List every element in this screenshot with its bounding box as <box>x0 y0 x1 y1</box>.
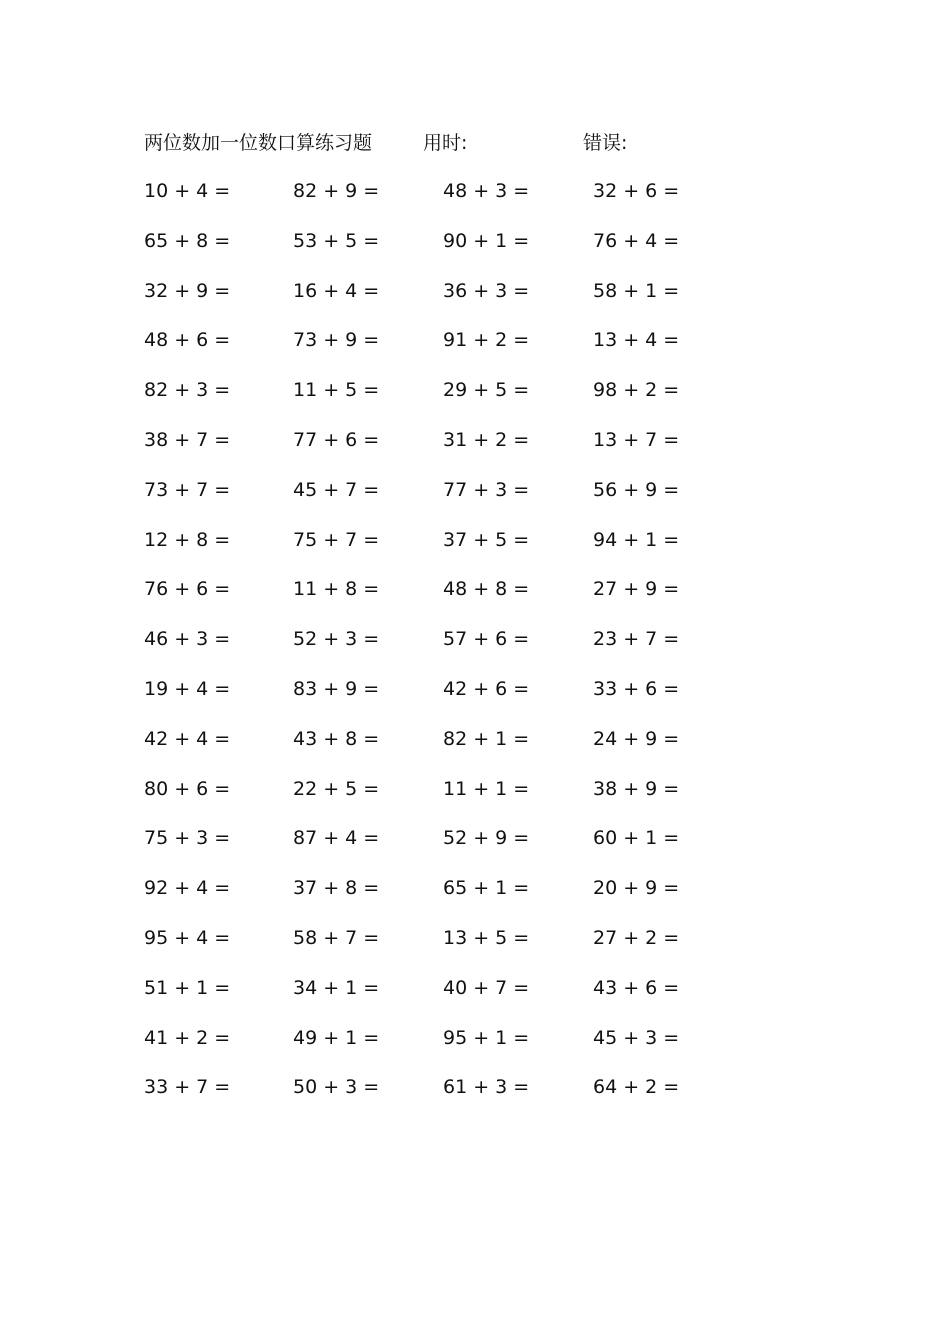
problem-item: 11 + 1 = <box>443 777 530 800</box>
problem-item: 13 + 4 = <box>593 329 680 352</box>
problem-item: 52 + 9 = <box>443 827 530 850</box>
problem-item: 58 + 1 = <box>593 279 680 302</box>
problem-item: 13 + 7 = <box>593 428 680 451</box>
problem-item: 52 + 3 = <box>293 628 380 651</box>
problem-item: 13 + 5 = <box>443 926 530 949</box>
problem-row <box>0 924 950 974</box>
problem-item: 32 + 9 = <box>144 279 231 302</box>
problem-item: 24 + 9 = <box>593 727 680 750</box>
problem-item: 98 + 2 = <box>593 379 680 402</box>
problem-item: 95 + 4 = <box>144 926 231 949</box>
problem-item: 32 + 6 = <box>593 180 680 202</box>
problem-item: 43 + 8 = <box>293 727 380 750</box>
problem-row <box>0 227 950 277</box>
problem-item: 40 + 7 = <box>443 976 530 999</box>
problem-row <box>0 476 950 526</box>
problem-item: 77 + 6 = <box>293 428 380 451</box>
problem-row <box>0 1073 950 1123</box>
worksheet-title: 两位数加一位数口算练习题 <box>144 132 373 154</box>
problem-item: 51 + 1 = <box>144 976 231 999</box>
problem-item: 73 + 9 = <box>293 329 380 352</box>
problem-item: 43 + 6 = <box>593 976 680 999</box>
problem-item: 94 + 1 = <box>593 528 680 551</box>
problem-row <box>0 974 950 1024</box>
problem-item: 48 + 3 = <box>443 180 530 202</box>
problem-item: 82 + 3 = <box>144 379 231 402</box>
problem-item: 33 + 7 = <box>144 1076 231 1099</box>
problem-item: 34 + 1 = <box>293 976 380 999</box>
problem-row <box>0 874 950 924</box>
problem-item: 53 + 5 = <box>293 229 380 252</box>
problem-item: 33 + 6 = <box>593 677 680 700</box>
problem-item: 65 + 1 = <box>443 877 530 900</box>
problem-item: 12 + 8 = <box>144 528 231 551</box>
problem-item: 75 + 7 = <box>293 528 380 551</box>
problem-item: 42 + 6 = <box>443 677 530 700</box>
problem-row <box>0 824 950 874</box>
problem-item: 95 + 1 = <box>443 1026 530 1049</box>
problem-row <box>0 177 950 227</box>
problem-item: 91 + 2 = <box>443 329 530 352</box>
problem-item: 27 + 2 = <box>593 926 680 949</box>
problem-item: 45 + 7 = <box>293 478 380 501</box>
problem-item: 23 + 7 = <box>593 628 680 651</box>
problem-row <box>0 326 950 376</box>
problem-item: 49 + 1 = <box>293 1026 380 1049</box>
problem-item: 75 + 3 = <box>144 827 231 850</box>
problem-item: 22 + 5 = <box>293 777 380 800</box>
problem-item: 38 + 7 = <box>144 428 231 451</box>
problem-item: 19 + 4 = <box>144 677 231 700</box>
problem-row <box>0 675 950 725</box>
problem-item: 87 + 4 = <box>293 827 380 850</box>
problem-item: 42 + 4 = <box>144 727 231 750</box>
problem-item: 11 + 8 = <box>293 578 380 601</box>
problem-item: 31 + 2 = <box>443 428 530 451</box>
problem-item: 57 + 6 = <box>443 628 530 651</box>
problem-item: 38 + 9 = <box>593 777 680 800</box>
problem-row <box>0 575 950 625</box>
problem-item: 36 + 3 = <box>443 279 530 302</box>
problem-item: 82 + 9 = <box>293 180 380 202</box>
problem-item: 76 + 6 = <box>144 578 231 601</box>
problem-item: 61 + 3 = <box>443 1076 530 1099</box>
problem-item: 82 + 1 = <box>443 727 530 750</box>
problem-item: 90 + 1 = <box>443 229 530 252</box>
problem-row <box>0 376 950 426</box>
problem-row <box>0 775 950 825</box>
problem-item: 83 + 9 = <box>293 677 380 700</box>
problem-item: 10 + 4 = <box>144 180 231 202</box>
problem-item: 92 + 4 = <box>144 877 231 900</box>
errors-label: 错误: <box>583 132 628 154</box>
problem-row <box>0 426 950 476</box>
problem-item: 80 + 6 = <box>144 777 231 800</box>
worksheet-header <box>0 128 950 158</box>
problem-item: 11 + 5 = <box>293 379 380 402</box>
problem-item: 37 + 5 = <box>443 528 530 551</box>
problem-row <box>0 526 950 576</box>
problem-item: 41 + 2 = <box>144 1026 231 1049</box>
problem-item: 50 + 3 = <box>293 1076 380 1099</box>
problem-item: 76 + 4 = <box>593 229 680 252</box>
problem-item: 27 + 9 = <box>593 578 680 601</box>
problem-item: 64 + 2 = <box>593 1076 680 1099</box>
problem-row <box>0 277 950 327</box>
problem-item: 56 + 9 = <box>593 478 680 501</box>
problem-item: 16 + 4 = <box>293 279 380 302</box>
problem-item: 48 + 6 = <box>144 329 231 352</box>
problem-item: 48 + 8 = <box>443 578 530 601</box>
problem-row <box>0 625 950 675</box>
problem-row <box>0 725 950 775</box>
problem-item: 46 + 3 = <box>144 628 231 651</box>
problem-item: 20 + 9 = <box>593 877 680 900</box>
time-label: 用时: <box>423 132 468 154</box>
problem-item: 37 + 8 = <box>293 877 380 900</box>
problem-item: 73 + 7 = <box>144 478 231 501</box>
problem-grid <box>0 177 950 1123</box>
problem-item: 45 + 3 = <box>593 1026 680 1049</box>
problem-row <box>0 1024 950 1074</box>
problem-item: 29 + 5 = <box>443 379 530 402</box>
problem-item: 77 + 3 = <box>443 478 530 501</box>
problem-item: 65 + 8 = <box>144 229 231 252</box>
problem-item: 58 + 7 = <box>293 926 380 949</box>
problem-item: 60 + 1 = <box>593 827 680 850</box>
